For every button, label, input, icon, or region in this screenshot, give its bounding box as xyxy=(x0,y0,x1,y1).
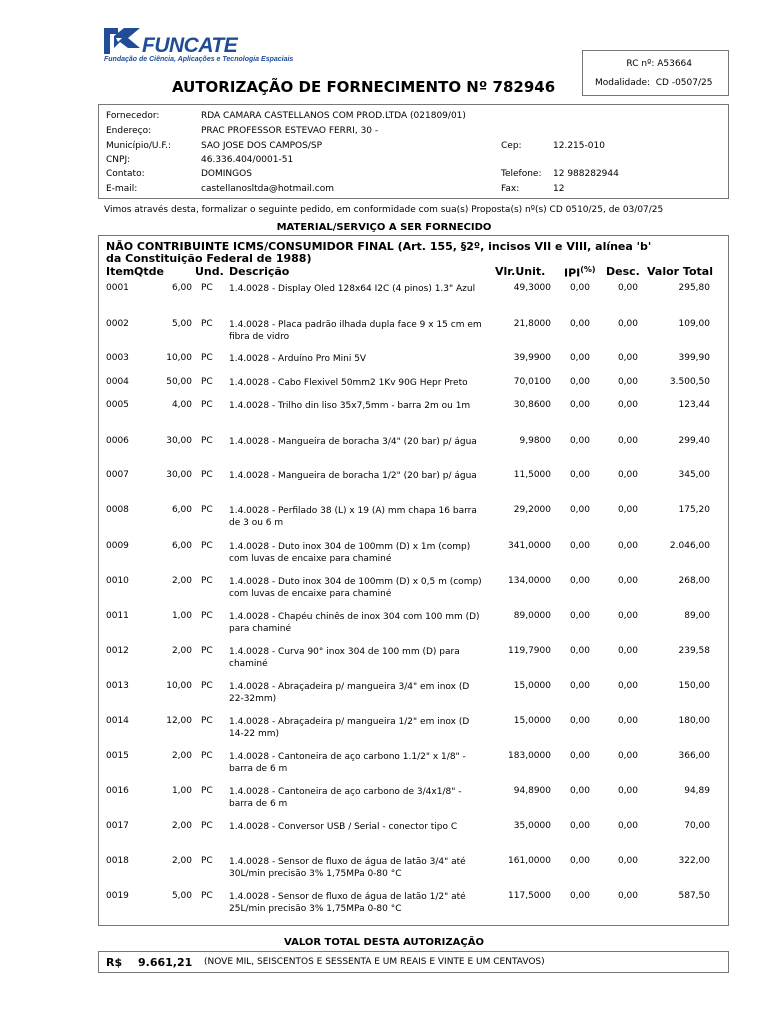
funcate-logo xyxy=(102,26,142,56)
row-und: PC xyxy=(201,716,213,726)
col-vlr-unit: Vlr.Unit. xyxy=(495,265,546,278)
row-ipi: 0,00 xyxy=(569,891,590,901)
row-description: 1.4.0028 - Mangueira de boracha 1/2" (20 bar) p/ água xyxy=(229,471,477,481)
row-discount: 0,00 xyxy=(617,436,638,446)
row-qtde: 2,00 xyxy=(171,821,192,831)
row-qtde: 30,00 xyxy=(166,470,192,480)
rc-box xyxy=(582,50,729,96)
row-qtde: 1,00 xyxy=(171,611,192,621)
row-item: 0007 xyxy=(106,470,129,480)
table-row xyxy=(0,505,768,535)
row-description: 1.4.0028 - Cantoneira de aço carbono de 3/4x1/8" - barra de 6 m xyxy=(229,787,462,809)
row-qtde: 10,00 xyxy=(166,681,192,691)
row-discount: 0,00 xyxy=(617,541,638,551)
row-description: 1.4.0028 - Placa padrão ilhada dupla face 9 x 15 cm em fibra de vidro xyxy=(229,320,482,342)
contato-value: DOMINGOS xyxy=(201,169,252,179)
row-description: 1.4.0028 - Mangueira de boracha 3/4" (20 bar) p/ água xyxy=(229,437,477,447)
email-value: castellanosltda@hotmail.com xyxy=(201,184,334,194)
row-description: 1.4.0028 - Chapéu chinês de inox 304 com 100 mm (D) para chaminé xyxy=(229,612,480,634)
municipio-value: SAO JOSE DOS CAMPOS/SP xyxy=(201,141,323,151)
row-total: 123,44 xyxy=(678,400,710,410)
row-discount: 0,00 xyxy=(617,856,638,866)
row-item: 0017 xyxy=(106,821,129,831)
col-item: Item xyxy=(106,265,135,278)
row-total: 89,00 xyxy=(684,611,710,621)
col-descricao: Descrição xyxy=(229,265,290,278)
row-description: 1.4.0028 - Duto inox 304 de 100mm (D) x 0,5 m (comp) com luvas de encaixe para chaminé xyxy=(229,577,482,599)
row-unit-price: 11,5000 xyxy=(513,470,551,480)
table-row xyxy=(0,716,768,746)
row-total: 295,80 xyxy=(678,283,710,293)
row-discount: 0,00 xyxy=(617,505,638,515)
row-ipi: 0,00 xyxy=(569,611,590,621)
row-qtde: 6,00 xyxy=(171,541,192,551)
row-description: 1.4.0028 - Cabo Flexivel 50mm2 1Kv 90G Hepr Preto xyxy=(229,378,468,388)
row-total: 175,20 xyxy=(678,505,710,515)
row-discount: 0,00 xyxy=(617,821,638,831)
row-unit-price: 70,0100 xyxy=(513,377,551,387)
row-ipi: 0,00 xyxy=(569,646,590,656)
row-und: PC xyxy=(201,856,213,866)
row-discount: 0,00 xyxy=(617,611,638,621)
intro-text: Vimos através desta, formalizar o seguinte pedido, em conformidade com sua(s) Proposta(s) nº(s) CD 0510/25, de 03/07/25 xyxy=(104,205,664,215)
total-title: VALOR TOTAL DESTA AUTORIZAÇÃO xyxy=(284,937,484,948)
row-und: PC xyxy=(201,751,213,761)
row-discount: 0,00 xyxy=(617,576,638,586)
row-discount: 0,00 xyxy=(617,751,638,761)
row-description: 1.4.0028 - Duto inox 304 de 100mm (D) x 1m (comp) com luvas de encaixe para chaminé xyxy=(229,542,471,564)
row-unit-price: 341,0000 xyxy=(508,541,551,551)
col-qtde: Qtde xyxy=(134,265,164,278)
row-total: 70,00 xyxy=(684,821,710,831)
row-ipi: 0,00 xyxy=(569,786,590,796)
col-und: Und. xyxy=(195,265,224,278)
row-total: 2.046,00 xyxy=(669,541,710,551)
row-item: 0006 xyxy=(106,436,129,446)
row-item: 0005 xyxy=(106,400,129,410)
table-row xyxy=(0,541,768,571)
cnpj-value: 46.336.404/0001-51 xyxy=(201,155,294,165)
row-und: PC xyxy=(201,576,213,586)
section-title: MATERIAL/SERVIÇO A SER FORNECIDO xyxy=(276,222,492,233)
row-discount: 0,00 xyxy=(617,716,638,726)
row-qtde: 5,00 xyxy=(171,319,192,329)
row-discount: 0,00 xyxy=(617,319,638,329)
row-description: 1.4.0028 - Trilho din liso 35x7,5mm - barra 2m ou 1m xyxy=(229,401,471,411)
table-row xyxy=(0,891,768,921)
row-total: 109,00 xyxy=(678,319,710,329)
row-item: 0008 xyxy=(106,505,129,515)
row-item: 0004 xyxy=(106,377,129,387)
row-und: PC xyxy=(201,377,213,387)
row-total: 299,40 xyxy=(678,436,710,446)
row-qtde: 1,00 xyxy=(171,786,192,796)
row-unit-price: 89,0000 xyxy=(513,611,551,621)
row-description: 1.4.0028 - Sensor de fluxo de água de latão 3/4" até 30L/min precisão 3% 1,75MPa 0-80 °C xyxy=(229,857,466,879)
row-qtde: 2,00 xyxy=(171,646,192,656)
col-valor-total: Valor Total xyxy=(647,265,713,278)
col-ipi: IPI(%) xyxy=(564,265,596,280)
row-qtde: 4,00 xyxy=(171,400,192,410)
row-discount: 0,00 xyxy=(617,891,638,901)
logo-text: FUNCATE xyxy=(142,34,238,57)
row-ipi: 0,00 xyxy=(569,319,590,329)
row-ipi: 0,00 xyxy=(569,751,590,761)
row-total: 268,00 xyxy=(678,576,710,586)
row-description: 1.4.0028 - Abraçadeira p/ mangueira 3/4" em inox (D 22-32mm) xyxy=(229,682,470,704)
row-description: 1.4.0028 - Cantoneira de aço carbono 1.1/2" x 1/8" - barra de 6 m xyxy=(229,752,466,774)
row-total: 399,90 xyxy=(678,353,710,363)
cnpj-label: CNPJ: xyxy=(106,155,131,165)
fornecedor-label: Fornecedor: xyxy=(106,111,160,121)
row-discount: 0,00 xyxy=(617,786,638,796)
row-discount: 0,00 xyxy=(617,646,638,656)
row-ipi: 0,00 xyxy=(569,681,590,691)
total-in-words: (NOVE MIL, SEISCENTOS E SESSENTA E UM REAIS E VINTE E UM CENTAVOS) xyxy=(204,957,545,967)
table-row xyxy=(0,821,768,851)
row-unit-price: 15,0000 xyxy=(513,716,551,726)
page-title: AUTORIZAÇÃO DE FORNECIMENTO Nº 782946 xyxy=(172,78,556,96)
row-item: 0019 xyxy=(106,891,129,901)
row-unit-price: 21,8000 xyxy=(513,319,551,329)
row-unit-price: 29,2000 xyxy=(513,505,551,515)
row-ipi: 0,00 xyxy=(569,377,590,387)
row-description: 1.4.0028 - Arduíno Pro Mini 5V xyxy=(229,354,367,364)
row-und: PC xyxy=(201,436,213,446)
row-und: PC xyxy=(201,611,213,621)
row-item: 0016 xyxy=(106,786,129,796)
row-item: 0013 xyxy=(106,681,129,691)
row-discount: 0,00 xyxy=(617,470,638,480)
row-und: PC xyxy=(201,470,213,480)
row-und: PC xyxy=(201,821,213,831)
row-qtde: 2,00 xyxy=(171,576,192,586)
table-row xyxy=(0,856,768,886)
telefone-value: 12 988282944 xyxy=(553,169,619,179)
municipio-label: Município/U.F.: xyxy=(106,141,171,151)
email-label: E-mail: xyxy=(106,184,138,194)
table-row xyxy=(0,436,768,466)
row-item: 0015 xyxy=(106,751,129,761)
row-description: 1.4.0028 - Conversor USB / Serial - conector tipo C xyxy=(229,822,458,832)
modalidade: Modalidade: CD -0507/25 xyxy=(595,78,713,88)
row-und: PC xyxy=(201,646,213,656)
row-item: 0003 xyxy=(106,353,129,363)
row-total: 587,50 xyxy=(678,891,710,901)
row-qtde: 12,00 xyxy=(166,716,192,726)
row-und: PC xyxy=(201,353,213,363)
row-und: PC xyxy=(201,283,213,293)
fornecedor-value: RDA CAMARA CASTELLANOS COM PROD.LTDA (021809/01) xyxy=(201,111,466,121)
legal-note xyxy=(106,241,666,265)
row-item: 0014 xyxy=(106,716,129,726)
row-unit-price: 117,5000 xyxy=(508,891,551,901)
row-unit-price: 9,9800 xyxy=(519,436,551,446)
table-row xyxy=(0,751,768,781)
row-total: 345,00 xyxy=(678,470,710,480)
row-item: 0011 xyxy=(106,611,129,621)
endereco-value: PRAC PROFESSOR ESTEVAO FERRI, 30 - xyxy=(201,126,379,136)
row-total: 150,00 xyxy=(678,681,710,691)
row-unit-price: 134,0000 xyxy=(508,576,551,586)
row-und: PC xyxy=(201,541,213,551)
row-ipi: 0,00 xyxy=(569,353,590,363)
row-qtde: 50,00 xyxy=(166,377,192,387)
row-total: 3.500,50 xyxy=(669,377,710,387)
contato-label: Contato: xyxy=(106,169,145,179)
row-unit-price: 119,7900 xyxy=(508,646,551,656)
table-row xyxy=(0,786,768,816)
row-und: PC xyxy=(201,400,213,410)
row-item: 0002 xyxy=(106,319,129,329)
row-total: 366,00 xyxy=(678,751,710,761)
row-qtde: 2,00 xyxy=(171,751,192,761)
row-ipi: 0,00 xyxy=(569,576,590,586)
row-item: 0010 xyxy=(106,576,129,586)
cep-value: 12.215-010 xyxy=(553,141,605,151)
table-row xyxy=(0,576,768,606)
fax-value: 12 xyxy=(553,184,565,194)
row-und: PC xyxy=(201,505,213,515)
row-discount: 0,00 xyxy=(617,681,638,691)
logo-subtitle: Fundação de Ciência, Aplicações e Tecnologia Espaciais xyxy=(104,56,294,63)
table-row xyxy=(0,646,768,676)
row-unit-price: 15,0000 xyxy=(513,681,551,691)
row-unit-price: 39,9900 xyxy=(513,353,551,363)
row-item: 0012 xyxy=(106,646,129,656)
row-und: PC xyxy=(201,786,213,796)
cep-label: Cep: xyxy=(501,141,522,151)
row-qtde: 6,00 xyxy=(171,505,192,515)
row-description: 1.4.0028 - Sensor de fluxo de água de latão 1/2" até 25L/min precisão 3% 1,75MPa 0-80 °C xyxy=(229,892,466,914)
table-row xyxy=(0,319,768,349)
fax-label: Fax: xyxy=(501,184,520,194)
row-unit-price: 35,0000 xyxy=(513,821,551,831)
row-und: PC xyxy=(201,681,213,691)
row-unit-price: 161,0000 xyxy=(508,856,551,866)
total-currency: R$ xyxy=(106,956,123,969)
row-description: 1.4.0028 - Perfilado 38 (L) x 19 (A) mm chapa 16 barra de 3 ou 6 m xyxy=(229,506,477,528)
row-und: PC xyxy=(201,319,213,329)
row-qtde: 30,00 xyxy=(166,436,192,446)
row-discount: 0,00 xyxy=(617,400,638,410)
row-ipi: 0,00 xyxy=(569,283,590,293)
row-discount: 0,00 xyxy=(617,377,638,387)
row-unit-price: 183,0000 xyxy=(508,751,551,761)
row-ipi: 0,00 xyxy=(569,856,590,866)
row-item: 0001 xyxy=(106,283,129,293)
row-discount: 0,00 xyxy=(617,283,638,293)
endereco-label: Endereço: xyxy=(106,126,152,136)
row-qtde: 6,00 xyxy=(171,283,192,293)
legal-note-line-2: da Constituição Federal de 1988) xyxy=(106,252,312,265)
table-row xyxy=(0,611,768,641)
row-description: 1.4.0028 - Curva 90° inox 304 de 100 mm (D) para chaminé xyxy=(229,647,460,669)
rc-number: RC nº: A53664 xyxy=(626,59,692,69)
row-ipi: 0,00 xyxy=(569,436,590,446)
row-unit-price: 30,8600 xyxy=(513,400,551,410)
row-unit-price: 49,3000 xyxy=(513,283,551,293)
row-description: 1.4.0028 - Display Oled 128x64 I2C (4 pinos) 1.3" Azul xyxy=(229,284,476,294)
telefone-label: Telefone: xyxy=(501,169,542,179)
row-ipi: 0,00 xyxy=(569,821,590,831)
table-row xyxy=(0,470,768,500)
row-qtde: 5,00 xyxy=(171,891,192,901)
col-desc: Desc. xyxy=(606,265,640,278)
row-ipi: 0,00 xyxy=(569,505,590,515)
row-total: 322,00 xyxy=(678,856,710,866)
row-total: 94,89 xyxy=(684,786,710,796)
row-description: 1.4.0028 - Abraçadeira p/ mangueira 1/2" em inox (D 14-22 mm) xyxy=(229,717,470,739)
row-total: 239,58 xyxy=(678,646,710,656)
row-item: 0018 xyxy=(106,856,129,866)
row-und: PC xyxy=(201,891,213,901)
row-discount: 0,00 xyxy=(617,353,638,363)
row-total: 180,00 xyxy=(678,716,710,726)
row-ipi: 0,00 xyxy=(569,541,590,551)
row-qtde: 10,00 xyxy=(166,353,192,363)
row-unit-price: 94,8900 xyxy=(513,786,551,796)
table-row xyxy=(0,681,768,711)
row-item: 0009 xyxy=(106,541,129,551)
table-row xyxy=(0,400,768,430)
row-ipi: 0,00 xyxy=(569,716,590,726)
legal-note-line-1: NÃO CONTRIBUINTE ICMS/CONSUMIDOR FINAL (Art. 155, §2º, incisos VII e VIII, alínea 'b' xyxy=(106,240,652,253)
total-amount: 9.661,21 xyxy=(138,956,193,969)
row-qtde: 2,00 xyxy=(171,856,192,866)
row-ipi: 0,00 xyxy=(569,470,590,480)
row-ipi: 0,00 xyxy=(569,400,590,410)
table-row xyxy=(0,283,768,313)
